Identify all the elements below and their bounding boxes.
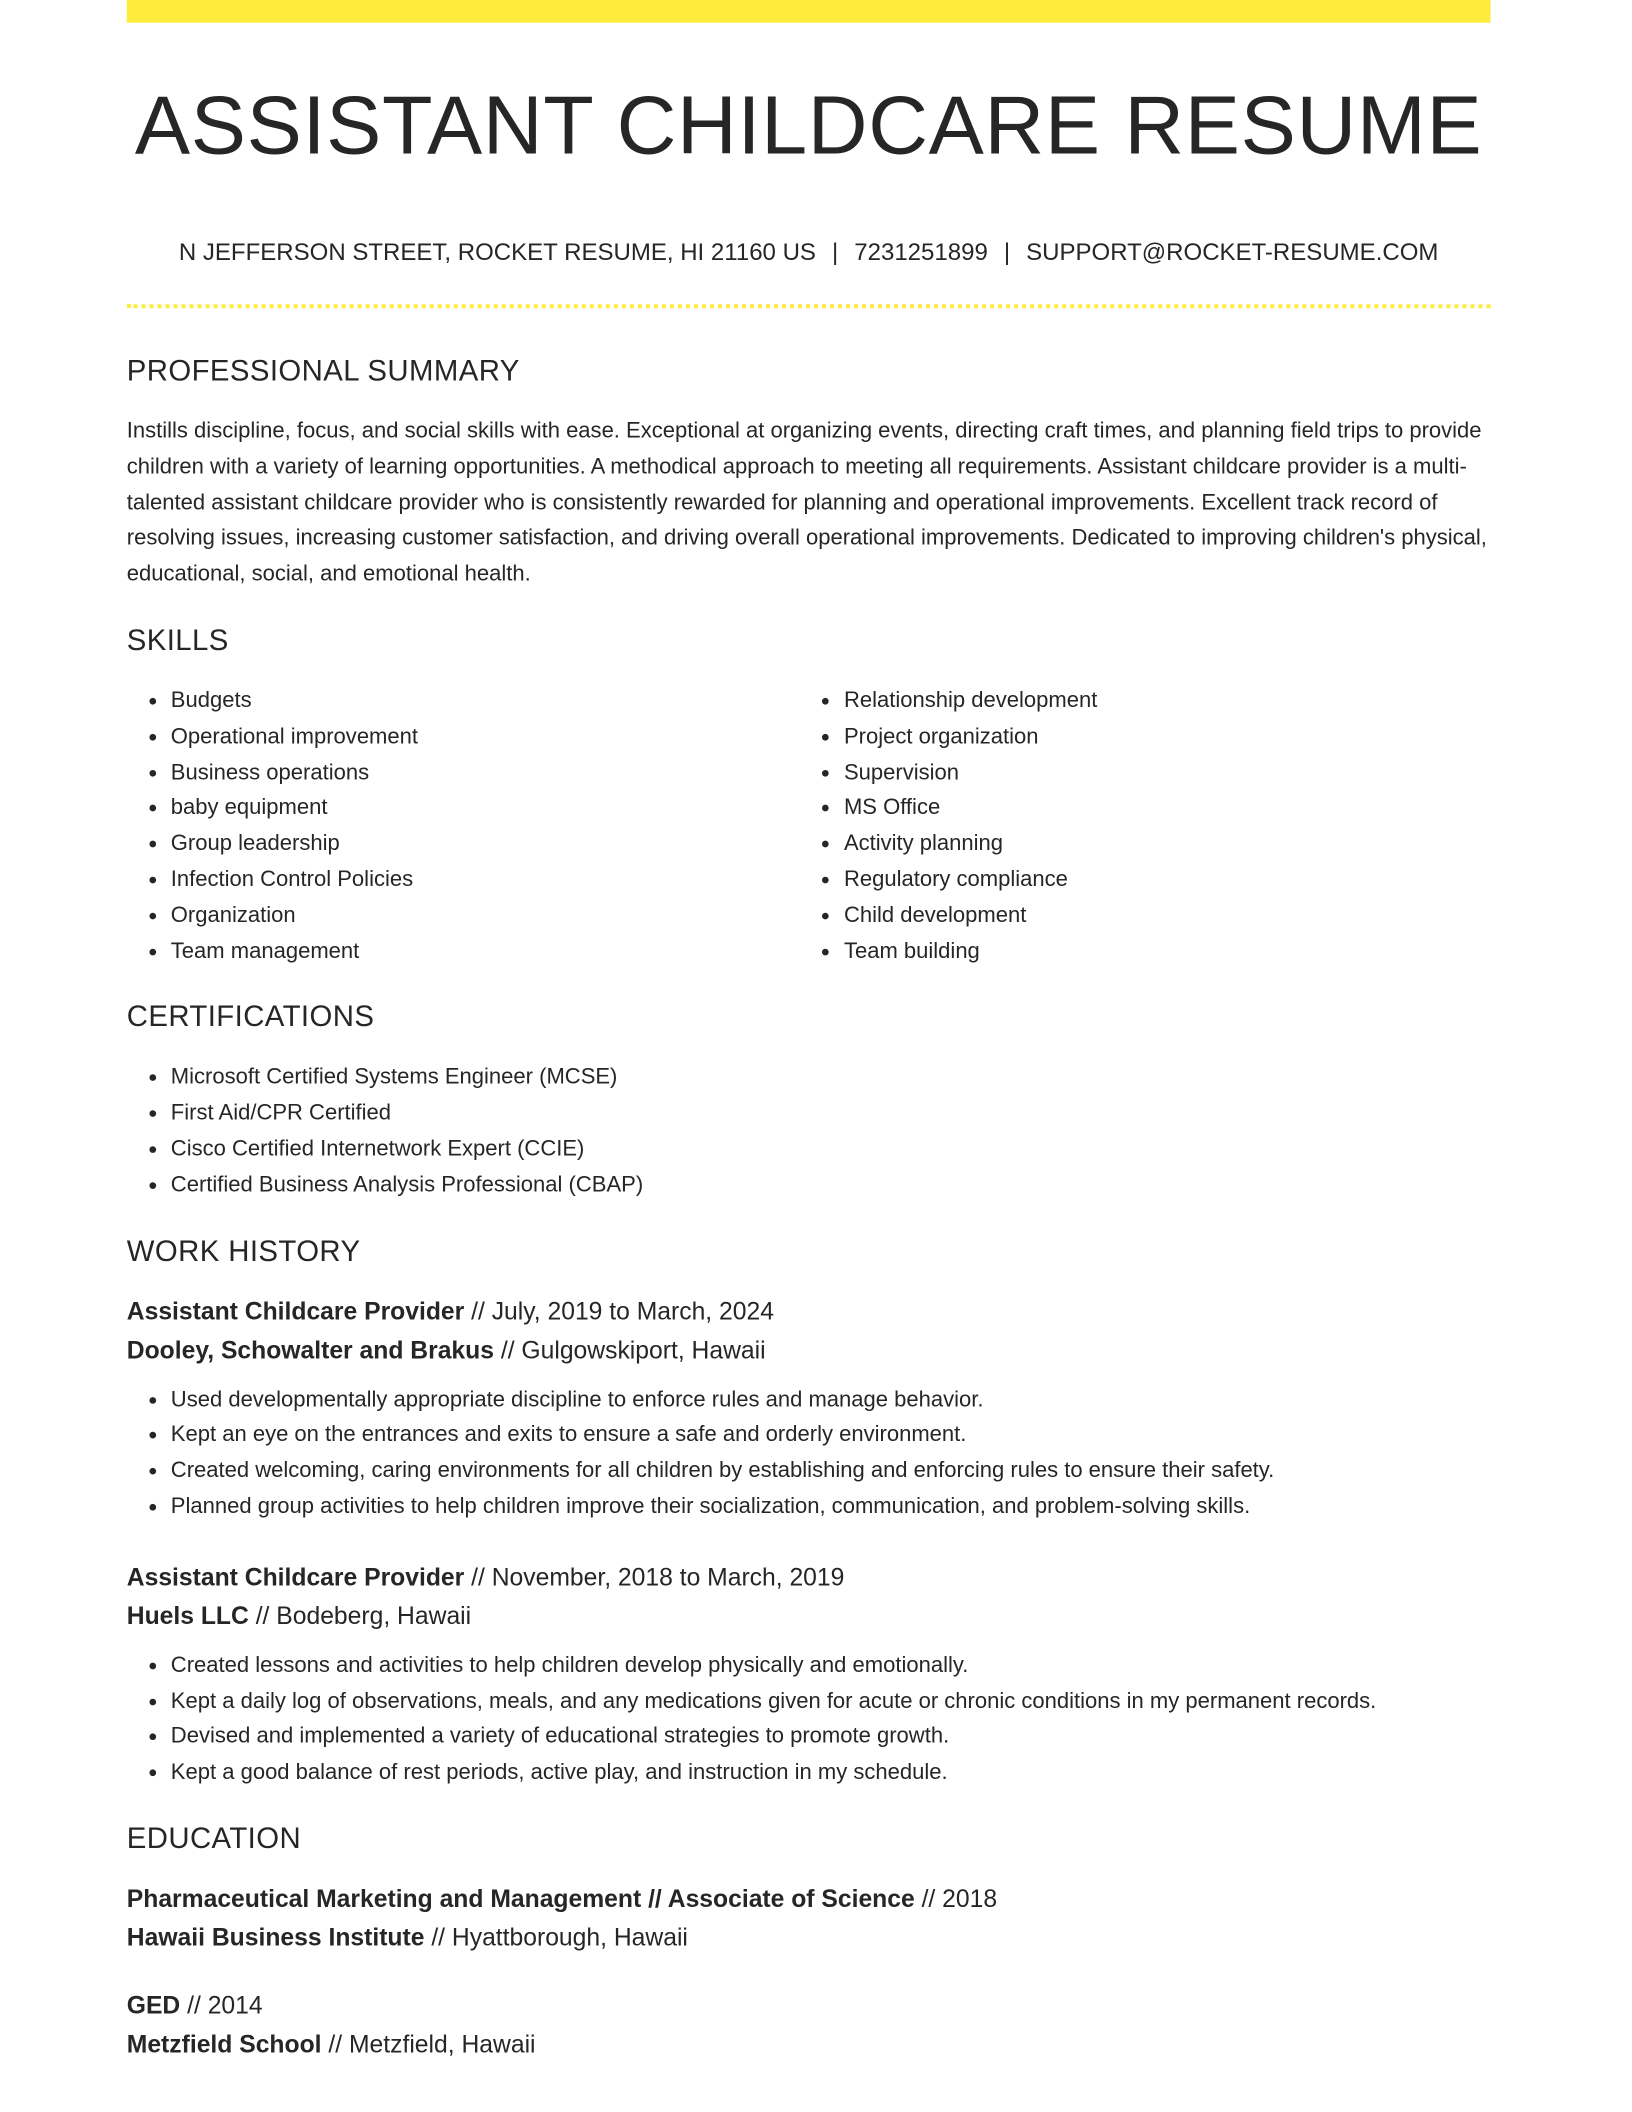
certification-item: • First Aid/CPR Certified [171,1096,1491,1132]
job-duty: • Kept a good balance of rest periods, active play, and instruction in my schedule. [171,1755,1491,1791]
resume-title: ASSISTANT CHILDCARE RESUME [134,80,1483,173]
job-duty: • Planned group activities to help children improve their socialization, communication, and problem-solving skills. [171,1489,1491,1525]
job-duties [127,1382,1491,1525]
contact-address: N JEFFERSON STREET, ROCKET RESUME, HI 21160 US [178,238,816,266]
summary-heading: PROFESSIONAL SUMMARY [126,353,520,387]
skill-item: • Project organization [844,719,1491,755]
skill-item: • Relationship development [844,683,1491,719]
school-line [127,1917,1491,1956]
skills-heading: SKILLS [126,623,229,657]
job-duty: • Devised and implemented a variety of educational strategies to promote growth. [171,1719,1491,1755]
summary-section [127,350,1491,593]
skill-item: • Team building [844,933,1491,969]
education-entry [127,1879,1491,1956]
skill-item: • Business operations [171,755,800,791]
certifications-heading: CERTIFICATIONS [126,999,375,1034]
job-title-line [127,1557,1491,1596]
job-title-line [127,1291,1491,1330]
school-line [127,2024,1491,2063]
skill-item: • Operational improvement [171,719,800,755]
job-company: Dooley, Schowalter and Brakus [126,1335,494,1364]
job-location: // Bodeberg, Hawaii [248,1600,472,1629]
job-duty: • Kept a daily log of observations, meals, and any medications given for acute or chronic conditions in my permanent records. [171,1683,1491,1719]
skills-list-left [127,683,800,969]
certification-item: • Certified Business Analysis Professional (CBAP) [171,1167,1491,1203]
skill-item: • Organization [171,898,800,934]
degree-name: GED [126,1990,181,2019]
skill-item: • Activity planning [844,826,1491,862]
job-entry [127,1557,1491,1791]
degree-year: // 2018 [914,1884,998,1913]
skills-list-right [800,683,1491,969]
skill-item: • Regulatory compliance [844,862,1491,898]
job-duties [127,1648,1491,1791]
school-location: // Hyattborough, Hawaii [424,1922,688,1951]
certification-item: • Cisco Certified Internetwork Expert (CCIE) [171,1132,1491,1168]
skills-section [127,619,1491,969]
job-title: Assistant Childcare Provider [126,1562,465,1591]
degree-line [127,1985,1491,2024]
job-dates: // November, 2018 to March, 2019 [464,1562,845,1591]
skill-item: • baby equipment [171,790,800,826]
skill-item: • Infection Control Policies [171,862,800,898]
job-duty: • Created welcoming, caring environments for all children by establishing and enforcing rules to ensure their safety. [171,1453,1491,1489]
education-heading: EDUCATION [126,1821,302,1855]
school-name: Hawaii Business Institute [126,1922,425,1951]
skill-item: • Supervision [844,755,1491,791]
degree-line [127,1879,1491,1918]
certifications-list [127,1060,1491,1203]
degree-name: Pharmaceutical Marketing and Management // Associate of Science [126,1884,915,1913]
contact-phone: 7231251899 [854,238,988,266]
job-dates: // July, 2019 to March, 2024 [464,1296,774,1325]
contact-line [127,236,1491,268]
work-history-section [127,1230,1491,1791]
certification-item: • Microsoft Certified Systems Engineer (MCSE) [171,1060,1491,1096]
contact-separator: | [831,238,839,266]
job-company-line [127,1330,1491,1369]
top-accent-bar [127,0,1491,23]
education-entry [127,1985,1491,2062]
skills-columns [127,662,1491,969]
dotted-divider [127,304,1491,308]
job-duty: • Kept an eye on the entrances and exits to ensure a safe and orderly environment. [171,1418,1491,1454]
contact-separator: | [1003,238,1011,266]
skill-item: • Group leadership [171,826,800,862]
job-entry [127,1291,1491,1525]
summary-text: Instills discipline, focus, and social skills with ease. Exceptional at organizing events, directing craft times, and planning field trips to provide children with a variety of learning opportunities. A methodical approach to meeting all requirements. Assistant childcare provider is a multi-talented assistant childcare provider who is consistently rewarded for planning and operational improvements. Excellent track record of resolving issues, increasing customer satisfaction, and driving overall operational improvements. Dedicated to improving children's physical, educational, social, and emotional health. [126,419,1487,587]
skill-item: • MS Office [844,790,1491,826]
school-location: // Metzfield, Hawaii [321,2029,536,2058]
degree-year: // 2014 [180,1990,263,2019]
work-history-heading: WORK HISTORY [126,1233,361,1268]
job-company: Huels LLC [126,1600,249,1629]
job-title: Assistant Childcare Provider [126,1296,465,1325]
contact-email: SUPPORT@ROCKET-RESUME.COM [1026,238,1439,266]
certifications-section [127,996,1491,1203]
skill-item: • Team management [171,933,800,969]
resume-body [127,350,1491,2063]
job-location: // Gulgowskiport, Hawaii [493,1335,766,1364]
education-section [127,1817,1491,2063]
job-duty: • Used developmentally appropriate discipline to enforce rules and manage behavior. [171,1382,1491,1418]
job-duty: • Created lessons and activities to help children develop physically and emotionally. [171,1648,1491,1684]
skill-item: • Budgets [171,683,800,719]
school-name: Metzfield School [126,2029,322,2058]
skill-item: • Child development [844,898,1491,934]
job-company-line [127,1596,1491,1635]
